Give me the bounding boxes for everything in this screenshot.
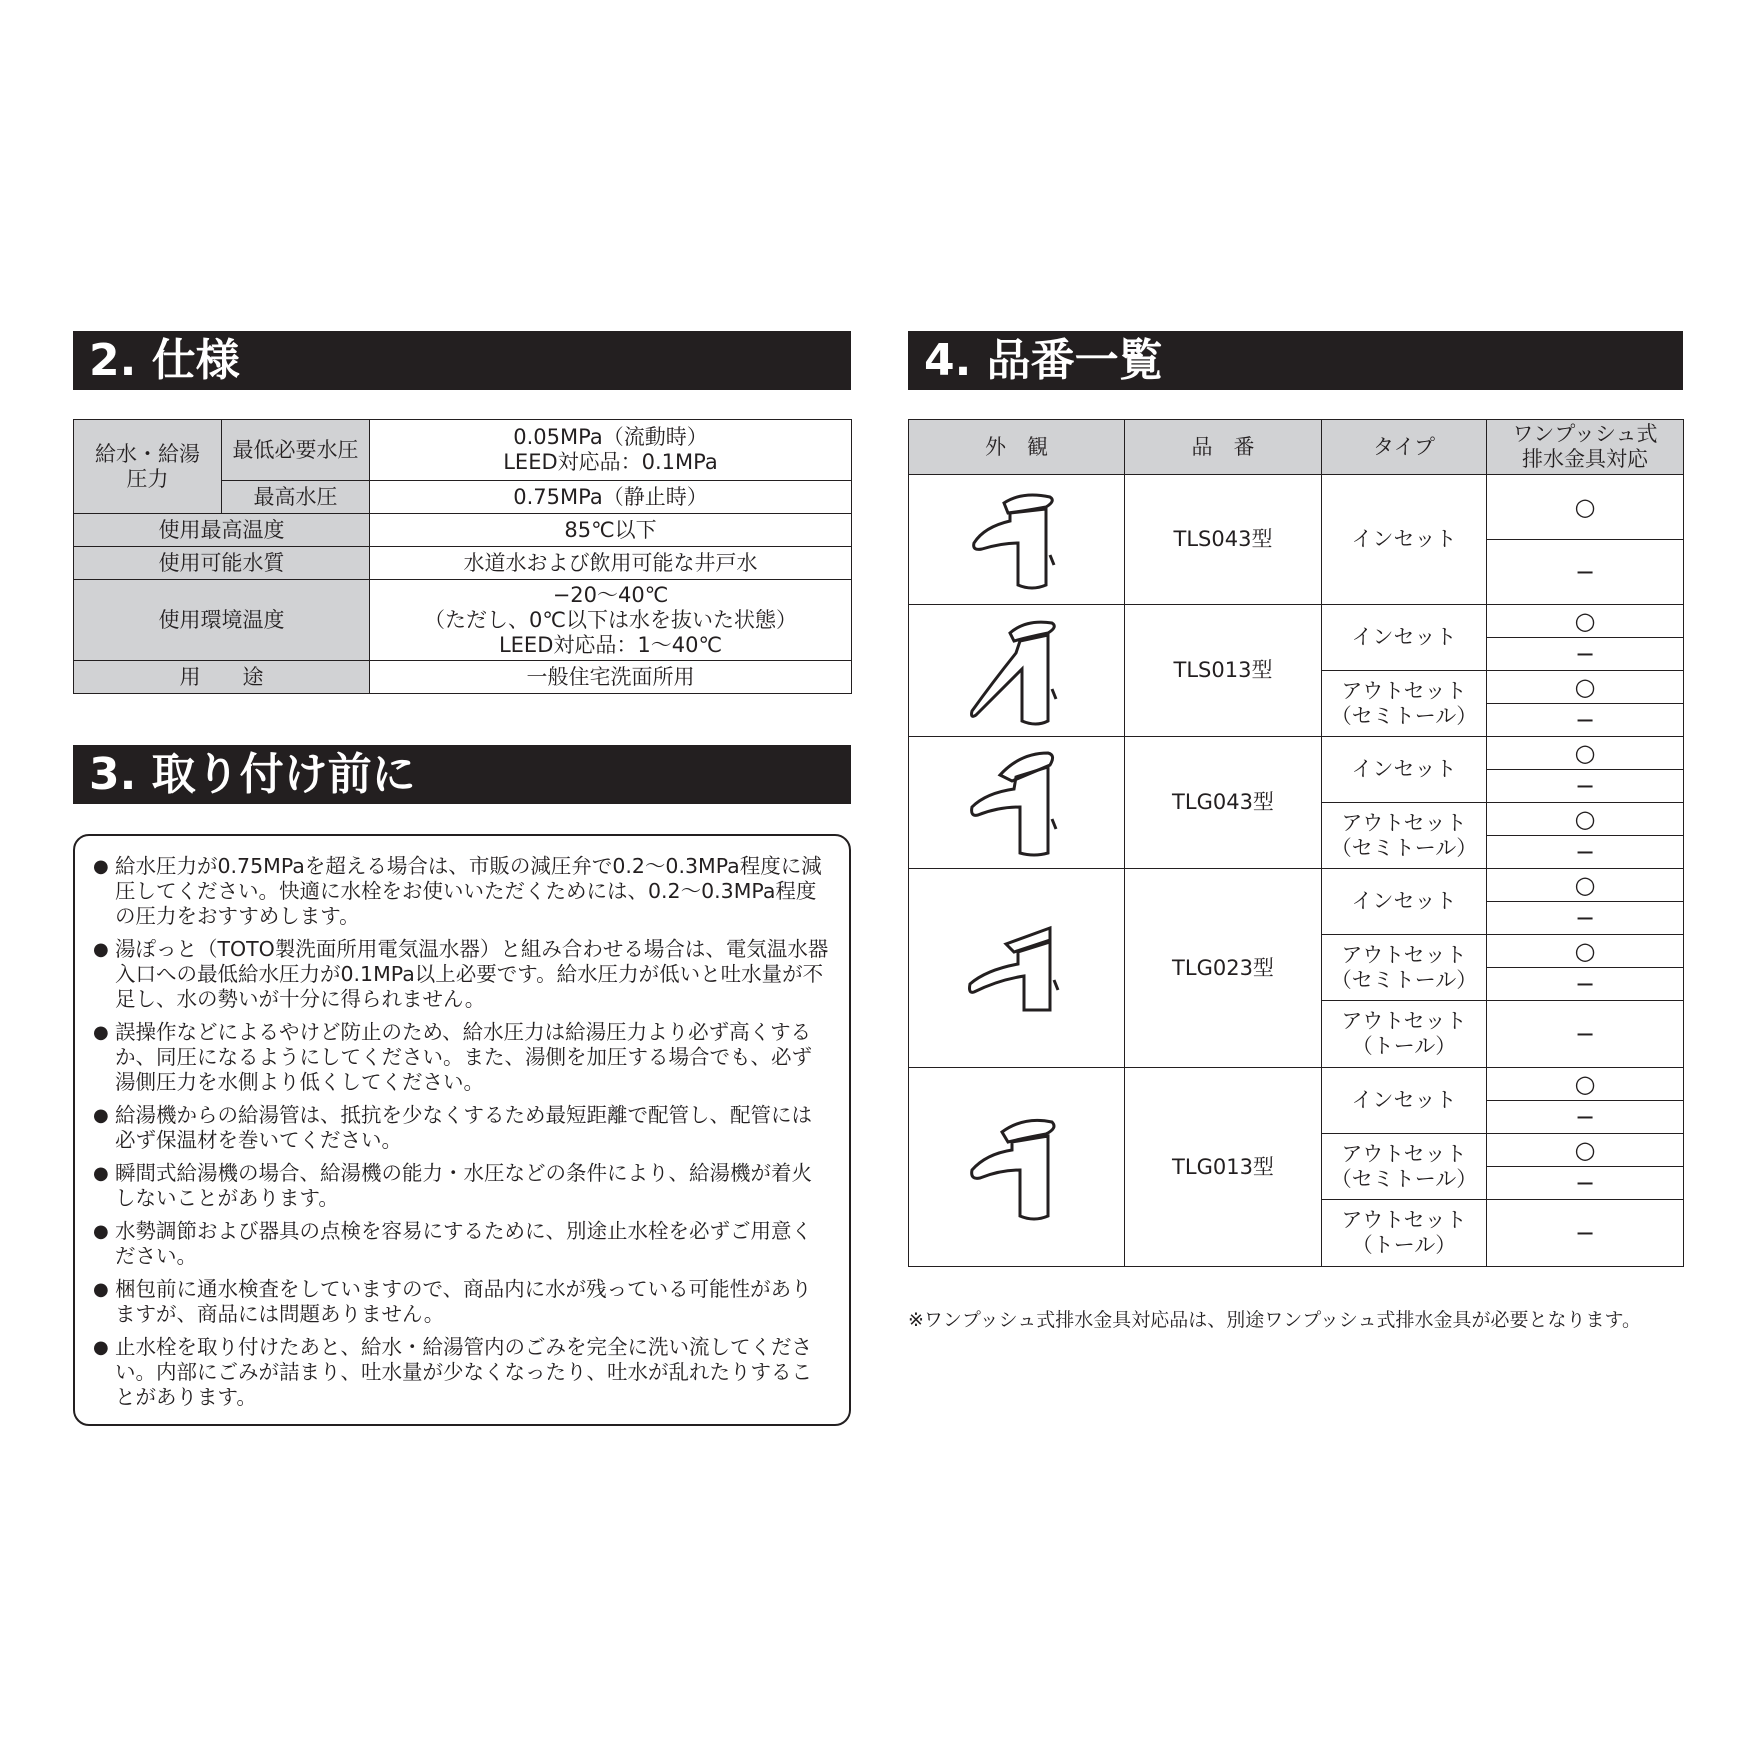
type-outset-tall: アウトセット （トール） [1322,1001,1487,1068]
section-2-title: 2. 仕様 [73,331,851,390]
header-onepush: ワンプッシュ式 排水金具対応 [1487,420,1684,475]
type-inset: インセット [1322,1068,1487,1134]
note-item: ● 給湯機からの給湯管は、抵抗を少なくするため最短距離で配管し、配管には必ず保温材を巻いてください。 [93,1103,831,1153]
water-quality-value: 水道水および飲用可能な井戸水 [370,547,852,580]
onepush-no: − [1487,1101,1684,1134]
type-outset-semi: アウトセット （セミトール） [1322,803,1487,869]
faucet-icon [962,485,1072,595]
onepush-yes: ○ [1487,803,1684,836]
type-outset-tall: アウトセット （トール） [1322,1200,1487,1267]
onepush-no: − [1487,540,1684,605]
onepush-no: − [1487,1001,1684,1068]
max-pressure-label: 最高水圧 [222,481,370,514]
type-outset-semi: アウトセット （セミトール） [1322,671,1487,737]
note-item: ● 水勢調節および器具の点検を容易にするために、別途止水栓を必ずご用意ください。 [93,1219,831,1269]
model-tls043: TLS043型 [1125,475,1322,605]
onepush-no: − [1487,638,1684,671]
env-temp-leed: LEED対応品：1〜40℃ [498,632,723,657]
footnote: ※ワンプッシュ式排水金具対応品は、別途ワンプッシュ式排水金具が必要となります。 [908,1309,1641,1331]
spec-table [73,419,852,694]
min-pressure-label: 最低必要水圧 [222,420,370,481]
usage-label: 用 途 [74,661,370,694]
onepush-no: − [1487,1167,1684,1200]
onepush-yes: ○ [1487,935,1684,968]
type-inset: インセット [1322,869,1487,935]
onepush-no: − [1487,704,1684,737]
notes-box [73,834,851,1426]
env-temp-label: 使用環境温度 [74,580,370,661]
header-type: タイプ [1322,420,1487,475]
onepush-yes: ○ [1487,737,1684,770]
max-temp-label: 使用最高温度 [74,514,370,547]
note-item: ● 誤操作などによるやけど防止のため、給水圧力は給湯圧力より必ず高くするか、同圧になるようにしてください。また、湯側を加圧する場合でも、必ず湯側圧力を水側より低くしてください。 [93,1020,831,1095]
note-item: ● 湯ぽっと（TOTO製洗面所用電気温水器）と組み合わせる場合は、電気温水器入口への最低給水圧力が0.1MPa以上必要です。給水圧力が低いと吐水量が不足し、水の勢いが十分に得られません。 [93,937,831,1012]
model-tlg023: TLG023型 [1125,869,1322,1068]
faucet-icon [962,1110,1072,1225]
model-tls013: TLS013型 [1125,605,1322,737]
type-inset: インセット [1322,737,1487,803]
onepush-no: − [1487,968,1684,1001]
type-outset-semi: アウトセット （セミトール） [1322,1134,1487,1200]
model-tlg043: TLG043型 [1125,737,1322,869]
onepush-yes: ○ [1487,475,1684,540]
usage-value: 一般住宅洗面所用 [370,661,852,694]
faucet-image-tlg043 [909,737,1125,869]
onepush-no: − [1487,770,1684,803]
onepush-no: − [1487,836,1684,869]
pressure-label: 給水・給湯 圧力 [74,420,222,514]
model-tlg013: TLG013型 [1125,1068,1322,1267]
env-temp-note: （ただし、0℃以下は水を抜いた状態） [424,607,797,632]
min-pressure-value [370,420,852,481]
faucet-icon [962,611,1072,731]
type-inset: インセット [1322,475,1487,605]
water-quality-label: 使用可能水質 [74,547,370,580]
faucet-image-tlg023 [909,869,1125,1068]
min-pressure-flow: 0.05MPa（流動時） [513,425,708,449]
note-item: ● 止水栓を取り付けたあと、給水・給湯管内のごみを完全に洗い流してください。内部にごみが詰まり、吐水量が少なくなったり、吐水が乱れたりすることがあります。 [93,1335,831,1410]
header-model: 品 番 [1125,420,1322,475]
note-item: ● 給水圧力が0.75MPaを超える場合は、市販の減圧弁で0.2〜0.3MPa程度に減圧してください。快適に水栓をお使いいただくためには、0.2〜0.3MPa程度の圧力をおすすめします。 [93,854,831,929]
onepush-no: − [1487,902,1684,935]
onepush-yes: ○ [1487,671,1684,704]
faucet-image-tls043 [909,475,1125,605]
onepush-no: − [1487,1200,1684,1267]
faucet-icon [962,745,1072,860]
section-3-title: 3. 取り付け前に [73,745,851,804]
onepush-yes: ○ [1487,869,1684,902]
max-pressure-value: 0.75MPa（静止時） [370,481,852,514]
faucet-image-tlg013 [909,1068,1125,1267]
onepush-yes: ○ [1487,1068,1684,1101]
section-4-title: 4. 品番一覧 [908,331,1683,390]
product-table [908,419,1684,1267]
type-outset-semi: アウトセット （セミトール） [1322,935,1487,1001]
note-item: ● 梱包前に通水検査をしていますので、商品内に水が残っている可能性がありますが、商品には問題ありません。 [93,1277,831,1327]
header-appearance: 外 観 [909,420,1125,475]
env-temp-range: −20〜40℃ [552,582,669,607]
faucet-image-tls013 [909,605,1125,737]
type-inset: インセット [1322,605,1487,671]
note-item: ● 瞬間式給湯機の場合、給湯機の能力・水圧などの条件により、給湯機が着火しないことがあります。 [93,1161,831,1211]
onepush-yes: ○ [1487,1134,1684,1167]
min-pressure-leed: LEED対応品：0.1MPa [503,450,718,474]
onepush-yes: ○ [1487,605,1684,638]
faucet-icon [962,918,1072,1018]
env-temp-value [370,580,852,661]
max-temp-value: 85℃以下 [370,514,852,547]
